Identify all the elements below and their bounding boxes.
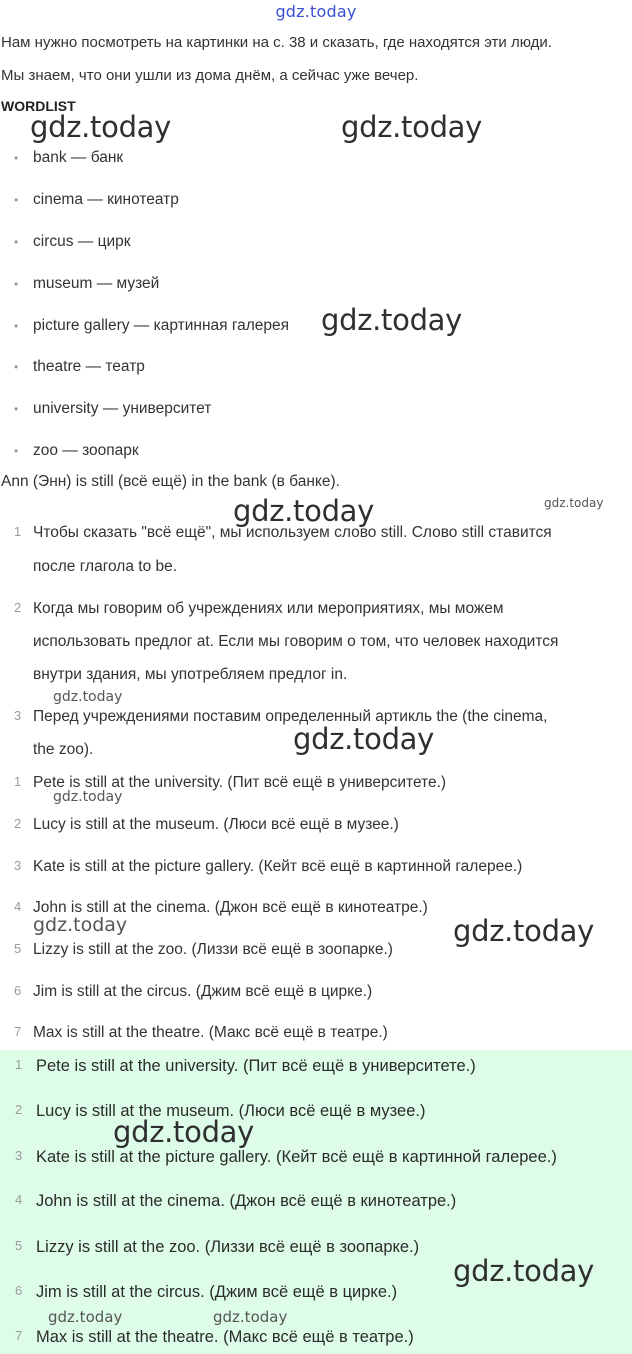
bullet-icon: •: [14, 235, 19, 249]
item-number: 6: [14, 983, 22, 998]
bullet-icon: •: [14, 277, 19, 291]
list-item: • bank — банк: [14, 149, 124, 166]
watermark: gdz.today: [233, 494, 375, 528]
site-logo[interactable]: gdz.today: [275, 2, 357, 21]
bullet-icon: •: [14, 151, 19, 165]
item-number: 2: [14, 600, 22, 615]
item-number: 3: [15, 1148, 23, 1163]
item-number: 4: [15, 1192, 23, 1207]
bullet-icon: •: [14, 360, 19, 374]
watermark: gdz.today: [544, 496, 604, 510]
watermark: gdz.today: [113, 1115, 255, 1149]
item-number: 1: [14, 524, 22, 539]
list-item: • picture gallery — картинная галерея: [14, 317, 290, 334]
example-sentence: Ann (Энн) is still (всё ещё) in the bank (в банке).: [1, 473, 340, 490]
item-number: 1: [15, 1057, 23, 1072]
watermark: gdz.today: [293, 722, 435, 756]
intro-line-1: Нам нужно посмотреть на картинки на с. 38 и сказать, где находятся эти люди.: [1, 34, 552, 51]
watermark: gdz.today: [453, 1254, 595, 1288]
item-number: 4: [14, 899, 22, 914]
watermark: gdz.today: [33, 914, 128, 936]
list-item: • circus — цирк: [14, 233, 131, 250]
bullet-icon: •: [14, 193, 19, 207]
bullet-icon: •: [14, 319, 19, 333]
watermark: gdz.today: [48, 1308, 123, 1326]
watermark: gdz.today: [341, 110, 483, 144]
watermark: gdz.today: [453, 914, 595, 948]
watermark: gdz.today: [53, 789, 123, 805]
watermark: gdz.today: [213, 1308, 288, 1326]
watermark: gdz.today: [321, 303, 463, 337]
item-number: 2: [15, 1102, 23, 1117]
list-item: • museum — музей: [14, 275, 160, 292]
item-number: 7: [14, 1024, 22, 1039]
intro-line-2: Мы знаем, что они ушли из дома днём, а сейчас уже вечер.: [1, 67, 419, 84]
wordlist-title: WORDLIST: [1, 98, 76, 114]
list-item: • university — университет: [14, 400, 212, 417]
item-number: 1: [14, 774, 22, 789]
item-number: 3: [14, 708, 22, 723]
item-number: 6: [15, 1283, 23, 1298]
bullet-icon: •: [14, 444, 19, 458]
list-item: • cinema — кинотеатр: [14, 191, 179, 208]
item-number: 5: [14, 941, 22, 956]
list-item: • zoo — зоопарк: [14, 442, 139, 459]
bullet-icon: •: [14, 402, 19, 416]
item-number: 3: [14, 858, 22, 873]
item-number: 2: [14, 816, 22, 831]
watermark: gdz.today: [30, 110, 172, 144]
list-item: • theatre — театр: [14, 358, 145, 375]
item-number: 5: [15, 1238, 23, 1253]
item-number: 7: [15, 1328, 23, 1343]
watermark: gdz.today: [53, 689, 123, 705]
